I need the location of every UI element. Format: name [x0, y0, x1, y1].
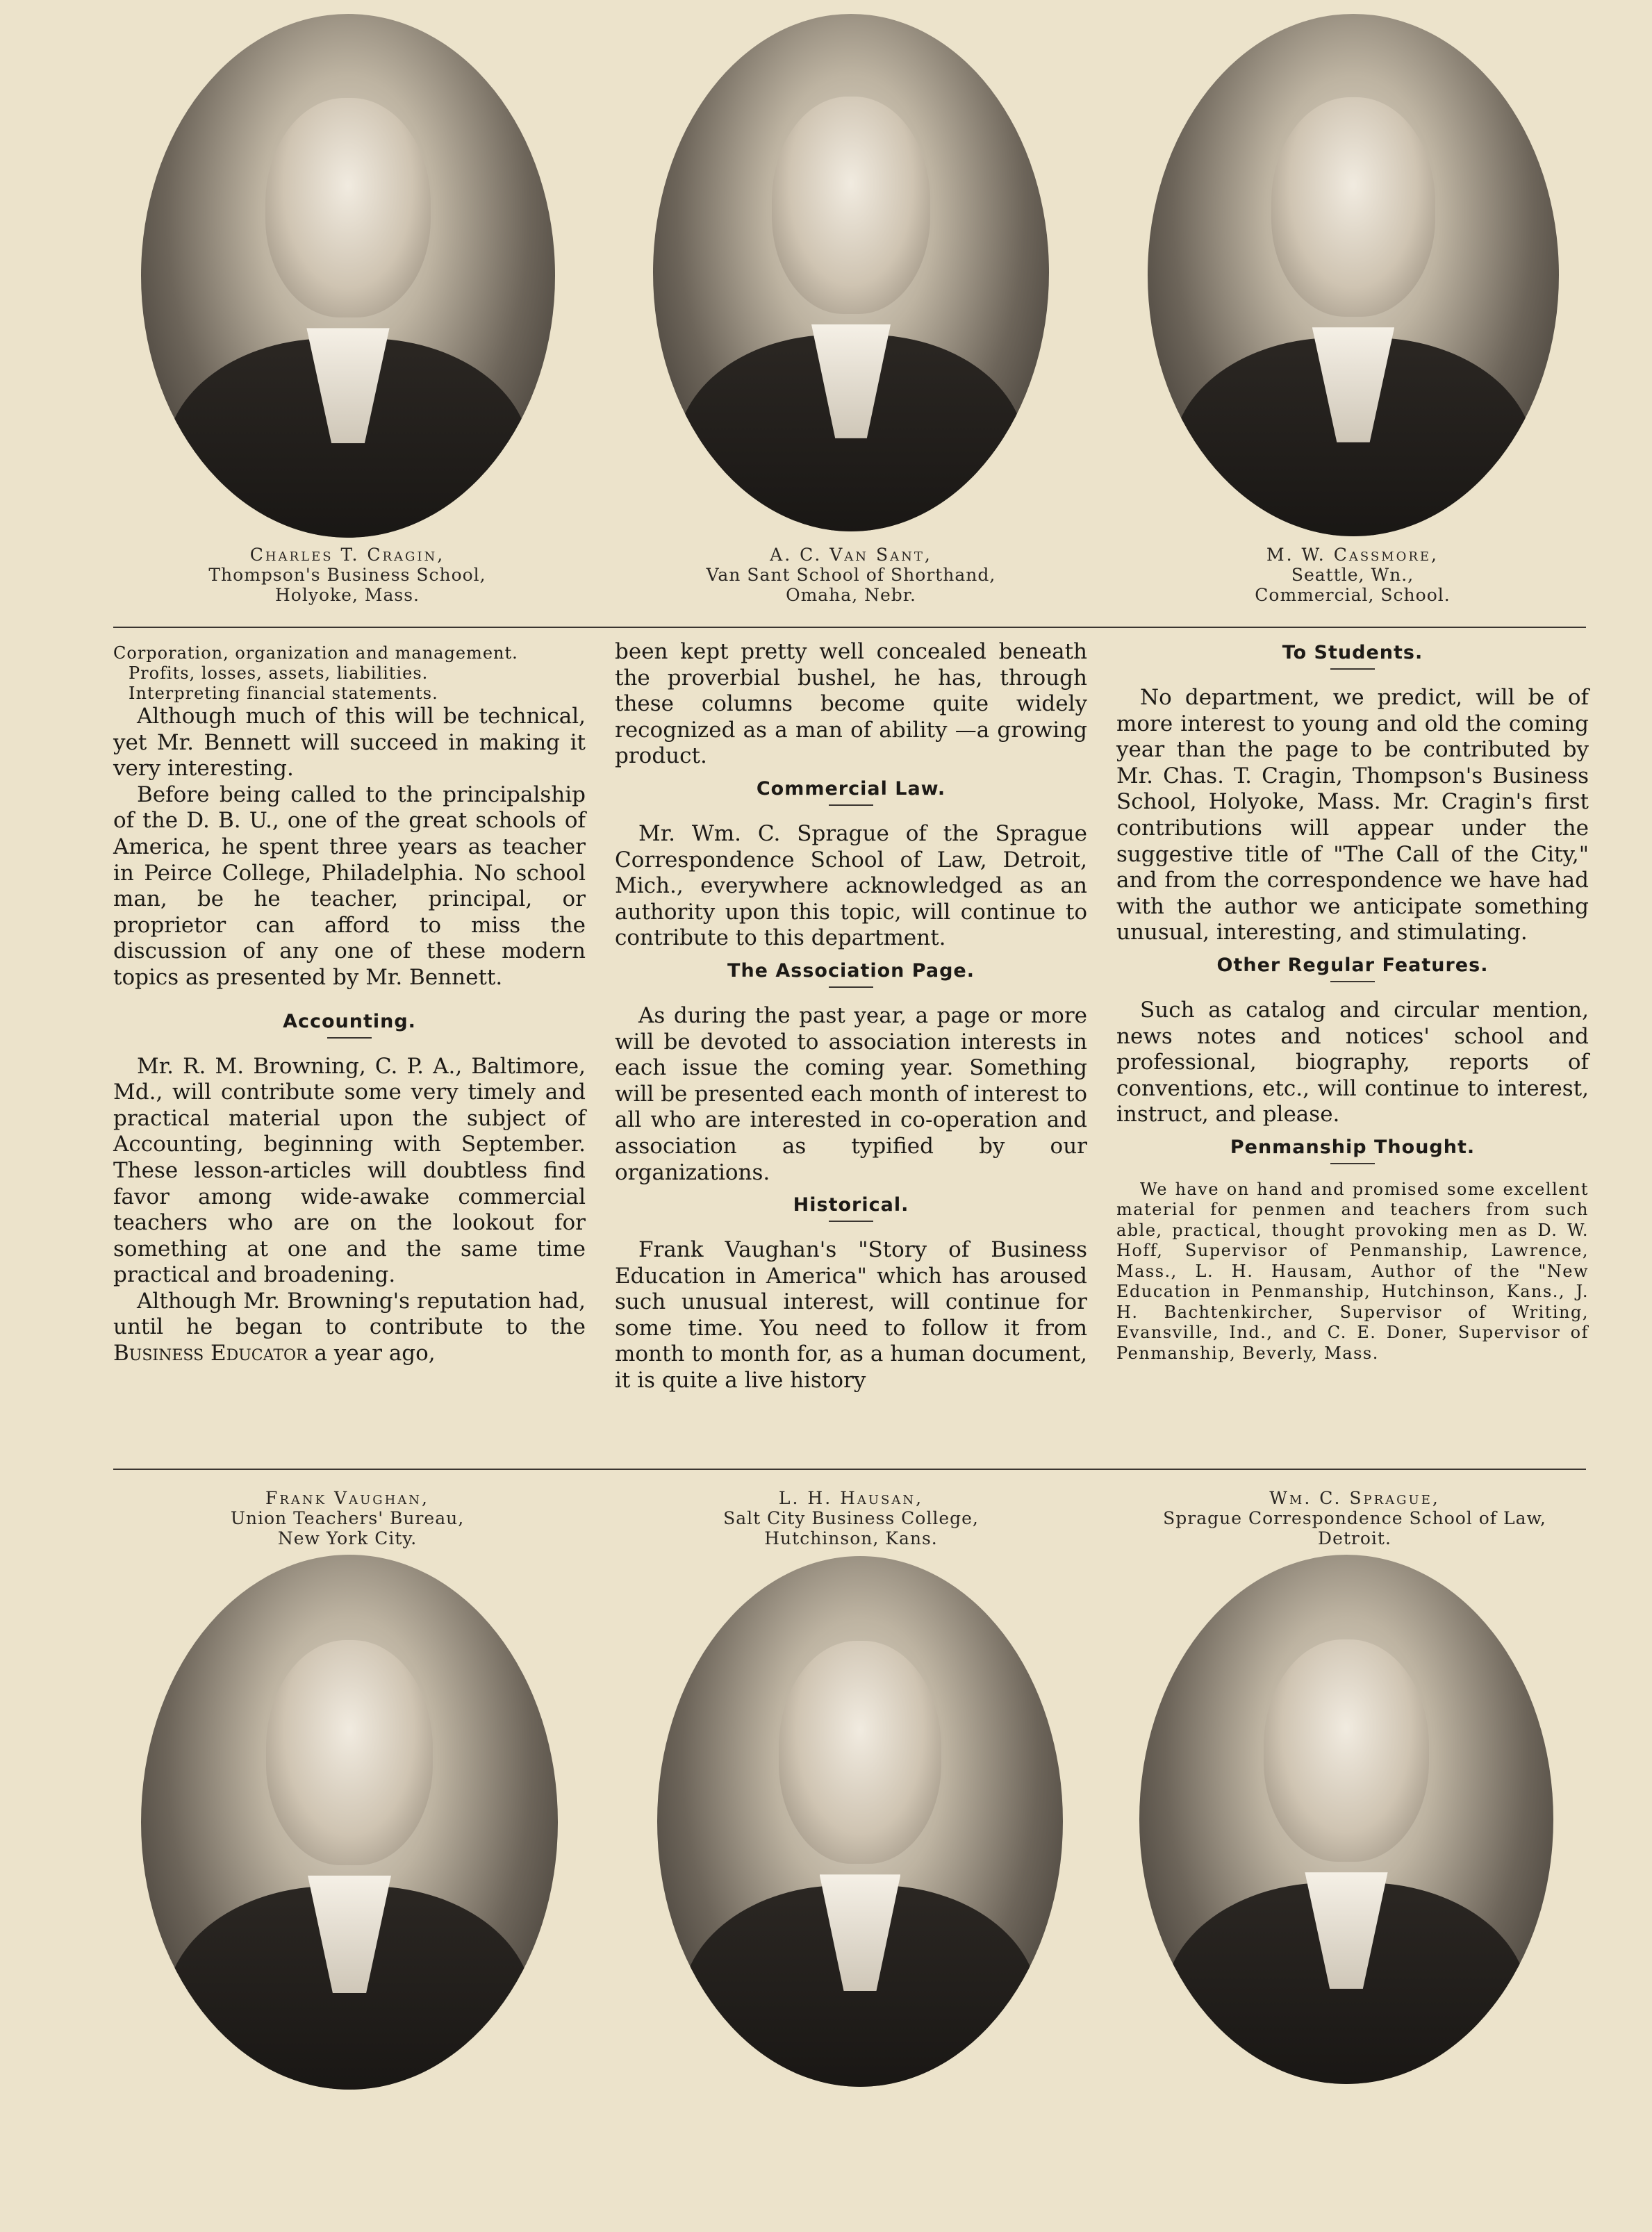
- caption-school: Union Teachers' Bureau,: [230, 1508, 465, 1528]
- section-heading-other-features: Other Regular Features.: [1216, 954, 1489, 976]
- divider-top: [113, 627, 1586, 628]
- portrait-face: [1271, 97, 1436, 317]
- paragraph: We have on hand and promised some excellent material for penmen and teachers from such able, practical, thought provoking men as D. W. Hoff, Supervisor of Penmanship, Lawrence, Mass., L. H. Hausam, Author of the "New Education in Penmanship, Hutchinson, Kans., J. H. Bachtenkircher, Supervisor of Writing, Evansville, Ind., and C. E. Doner, Supervisor of Penmanship, Beverly, Mass.: [1116, 1179, 1589, 1363]
- heading-rule: [829, 804, 873, 806]
- caption-vaughan: [139, 1488, 556, 1548]
- caption-van-sant: [643, 545, 1059, 605]
- caption-name: Charles T. Cragin,: [249, 545, 445, 565]
- caption-place: Detroit.: [1318, 1528, 1391, 1548]
- portrait-face: [772, 97, 930, 314]
- caption-cassmore: [1144, 545, 1561, 605]
- caption-hausan: [643, 1488, 1059, 1548]
- column-1: [113, 643, 586, 1367]
- column-3: [1116, 639, 1589, 1364]
- portrait-sprague: [1139, 1555, 1553, 2084]
- caption-school: Sprague Correspondence School of Law,: [1163, 1508, 1546, 1528]
- caption-school: Seattle, Wn.,: [1291, 565, 1414, 585]
- column-2: [615, 639, 1087, 1394]
- portrait-van-sant: [653, 14, 1049, 531]
- journal-title: Business Educator: [113, 1341, 308, 1366]
- paragraph: Mr. Wm. C. Sprague of the Sprague Correspondence School of Law, Detroit, Mich., everywhere acknowledged as an authority upon this topic, will continue to contribute to this department.: [615, 820, 1087, 951]
- caption-sprague: [1118, 1488, 1591, 1548]
- paragraph: been kept pretty well concealed beneath the proverbial bushel, he has, through these columns become quite widely recognized as a man of ability —a growing product.: [615, 639, 1087, 769]
- divider-bottom: [113, 1469, 1586, 1470]
- caption-name: Wm. C. Sprague,: [1269, 1488, 1440, 1508]
- heading-rule: [1330, 1163, 1375, 1164]
- heading-rule: [829, 1221, 873, 1222]
- paragraph: Frank Vaughan's "Story of Business Education in America" which has aroused such unusual interest, will continue for some time. You need to follow it from month to month for, as a human document, it is quite a live history: [615, 1237, 1087, 1394]
- section-heading-historical: Historical.: [793, 1194, 909, 1216]
- paragraph: Although much of this will be technical, yet Mr. Bennett will succeed in making it very interesting.: [113, 704, 586, 782]
- paragraph: [113, 1289, 586, 1367]
- caption-school: Van Sant School of Shorthand,: [706, 565, 996, 585]
- portrait-face: [266, 1640, 433, 1865]
- caption-place: Commercial, School.: [1255, 585, 1451, 605]
- heading-rule: [829, 986, 873, 988]
- section-heading-commercial-law: Commercial Law.: [756, 777, 946, 800]
- caption-school: Salt City Business College,: [723, 1508, 979, 1528]
- section-heading-penmanship: Penmanship Thought.: [1230, 1136, 1476, 1158]
- caption-name: M. W. Cassmore,: [1266, 545, 1439, 565]
- paragraph: Before being called to the principalship of the D. B. U., one of the great schools of America, he spent three years as teacher in Peirce College, Philadelphia. No school man, be he teacher, principal, or proprietor can afford to miss the discussion of any one of these modern topics as presented by Mr. Bennett.: [113, 782, 586, 990]
- portrait-vaughan: [141, 1555, 558, 2090]
- paragraph: Such as catalog and circular mention, news notes and notices' school and professional, biography, reports of conventions, etc., will continue to interest, instruct, and please.: [1116, 997, 1589, 1127]
- paragraph-text: a year ago,: [307, 1341, 436, 1366]
- heading-rule: [1330, 668, 1375, 670]
- caption-cragin: [139, 545, 556, 605]
- portrait-face: [779, 1641, 941, 1864]
- caption-school: Thompson's Business School,: [208, 565, 486, 585]
- paragraph: As during the past year, a page or more will be devoted to association interests in each issue the coming year. Something will be presented each month of interest to all who are interested in co-operation and association as typified by our organizations.: [615, 1002, 1087, 1185]
- list-item: Interpreting financial statements.: [129, 684, 438, 703]
- portrait-cassmore: [1148, 14, 1559, 536]
- section-heading-to-students: To Students.: [1282, 642, 1423, 663]
- caption-place: Hutchinson, Kans.: [764, 1528, 938, 1548]
- list-item: Corporation, organization and management.: [113, 643, 518, 663]
- caption-place: Holyoke, Mass.: [275, 585, 420, 605]
- section-heading-accounting: Accounting.: [283, 1010, 416, 1032]
- caption-name: L. H. Hausan,: [778, 1488, 924, 1508]
- heading-rule: [327, 1037, 372, 1039]
- portrait-face: [265, 98, 431, 318]
- caption-name: A. C. Van Sant,: [770, 545, 932, 565]
- caption-name: Frank Vaughan,: [265, 1488, 430, 1508]
- caption-place: Omaha, Nebr.: [786, 585, 916, 605]
- heading-rule: [1330, 981, 1375, 982]
- caption-place: New York City.: [277, 1528, 418, 1548]
- paragraph-text: Although Mr. Browning's reputation had, until he began to contribute to the: [113, 1288, 586, 1340]
- paragraph: Mr. R. M. Browning, C. P. A., Baltimore, Md., will contribute some very timely and practical material upon the subject of Accounting, beginning with September. These lesson-articles will doubtless find favor among wide-awake commercial teachers who are on the lookout for something at one and the same time practical and broadening.: [113, 1053, 586, 1288]
- section-heading-association-page: The Association Page.: [727, 959, 975, 982]
- paragraph: No department, we predict, will be of more interest to young and old the coming year than the page to be contributed by Mr. Chas. T. Cragin, Thompson's Business School, Holyoke, Mass. Mr. Cragin's first contributions will appear under the suggestive title of "The Call of the City," and from the correspondence we have had with the author we anticipate something unusual, interesting, and stimulating.: [1116, 685, 1589, 945]
- portrait-hausan: [657, 1556, 1063, 2087]
- list-item: Profits, losses, assets, liabilities.: [129, 663, 429, 683]
- portrait-face: [1264, 1639, 1429, 1862]
- portrait-cragin: [141, 14, 555, 538]
